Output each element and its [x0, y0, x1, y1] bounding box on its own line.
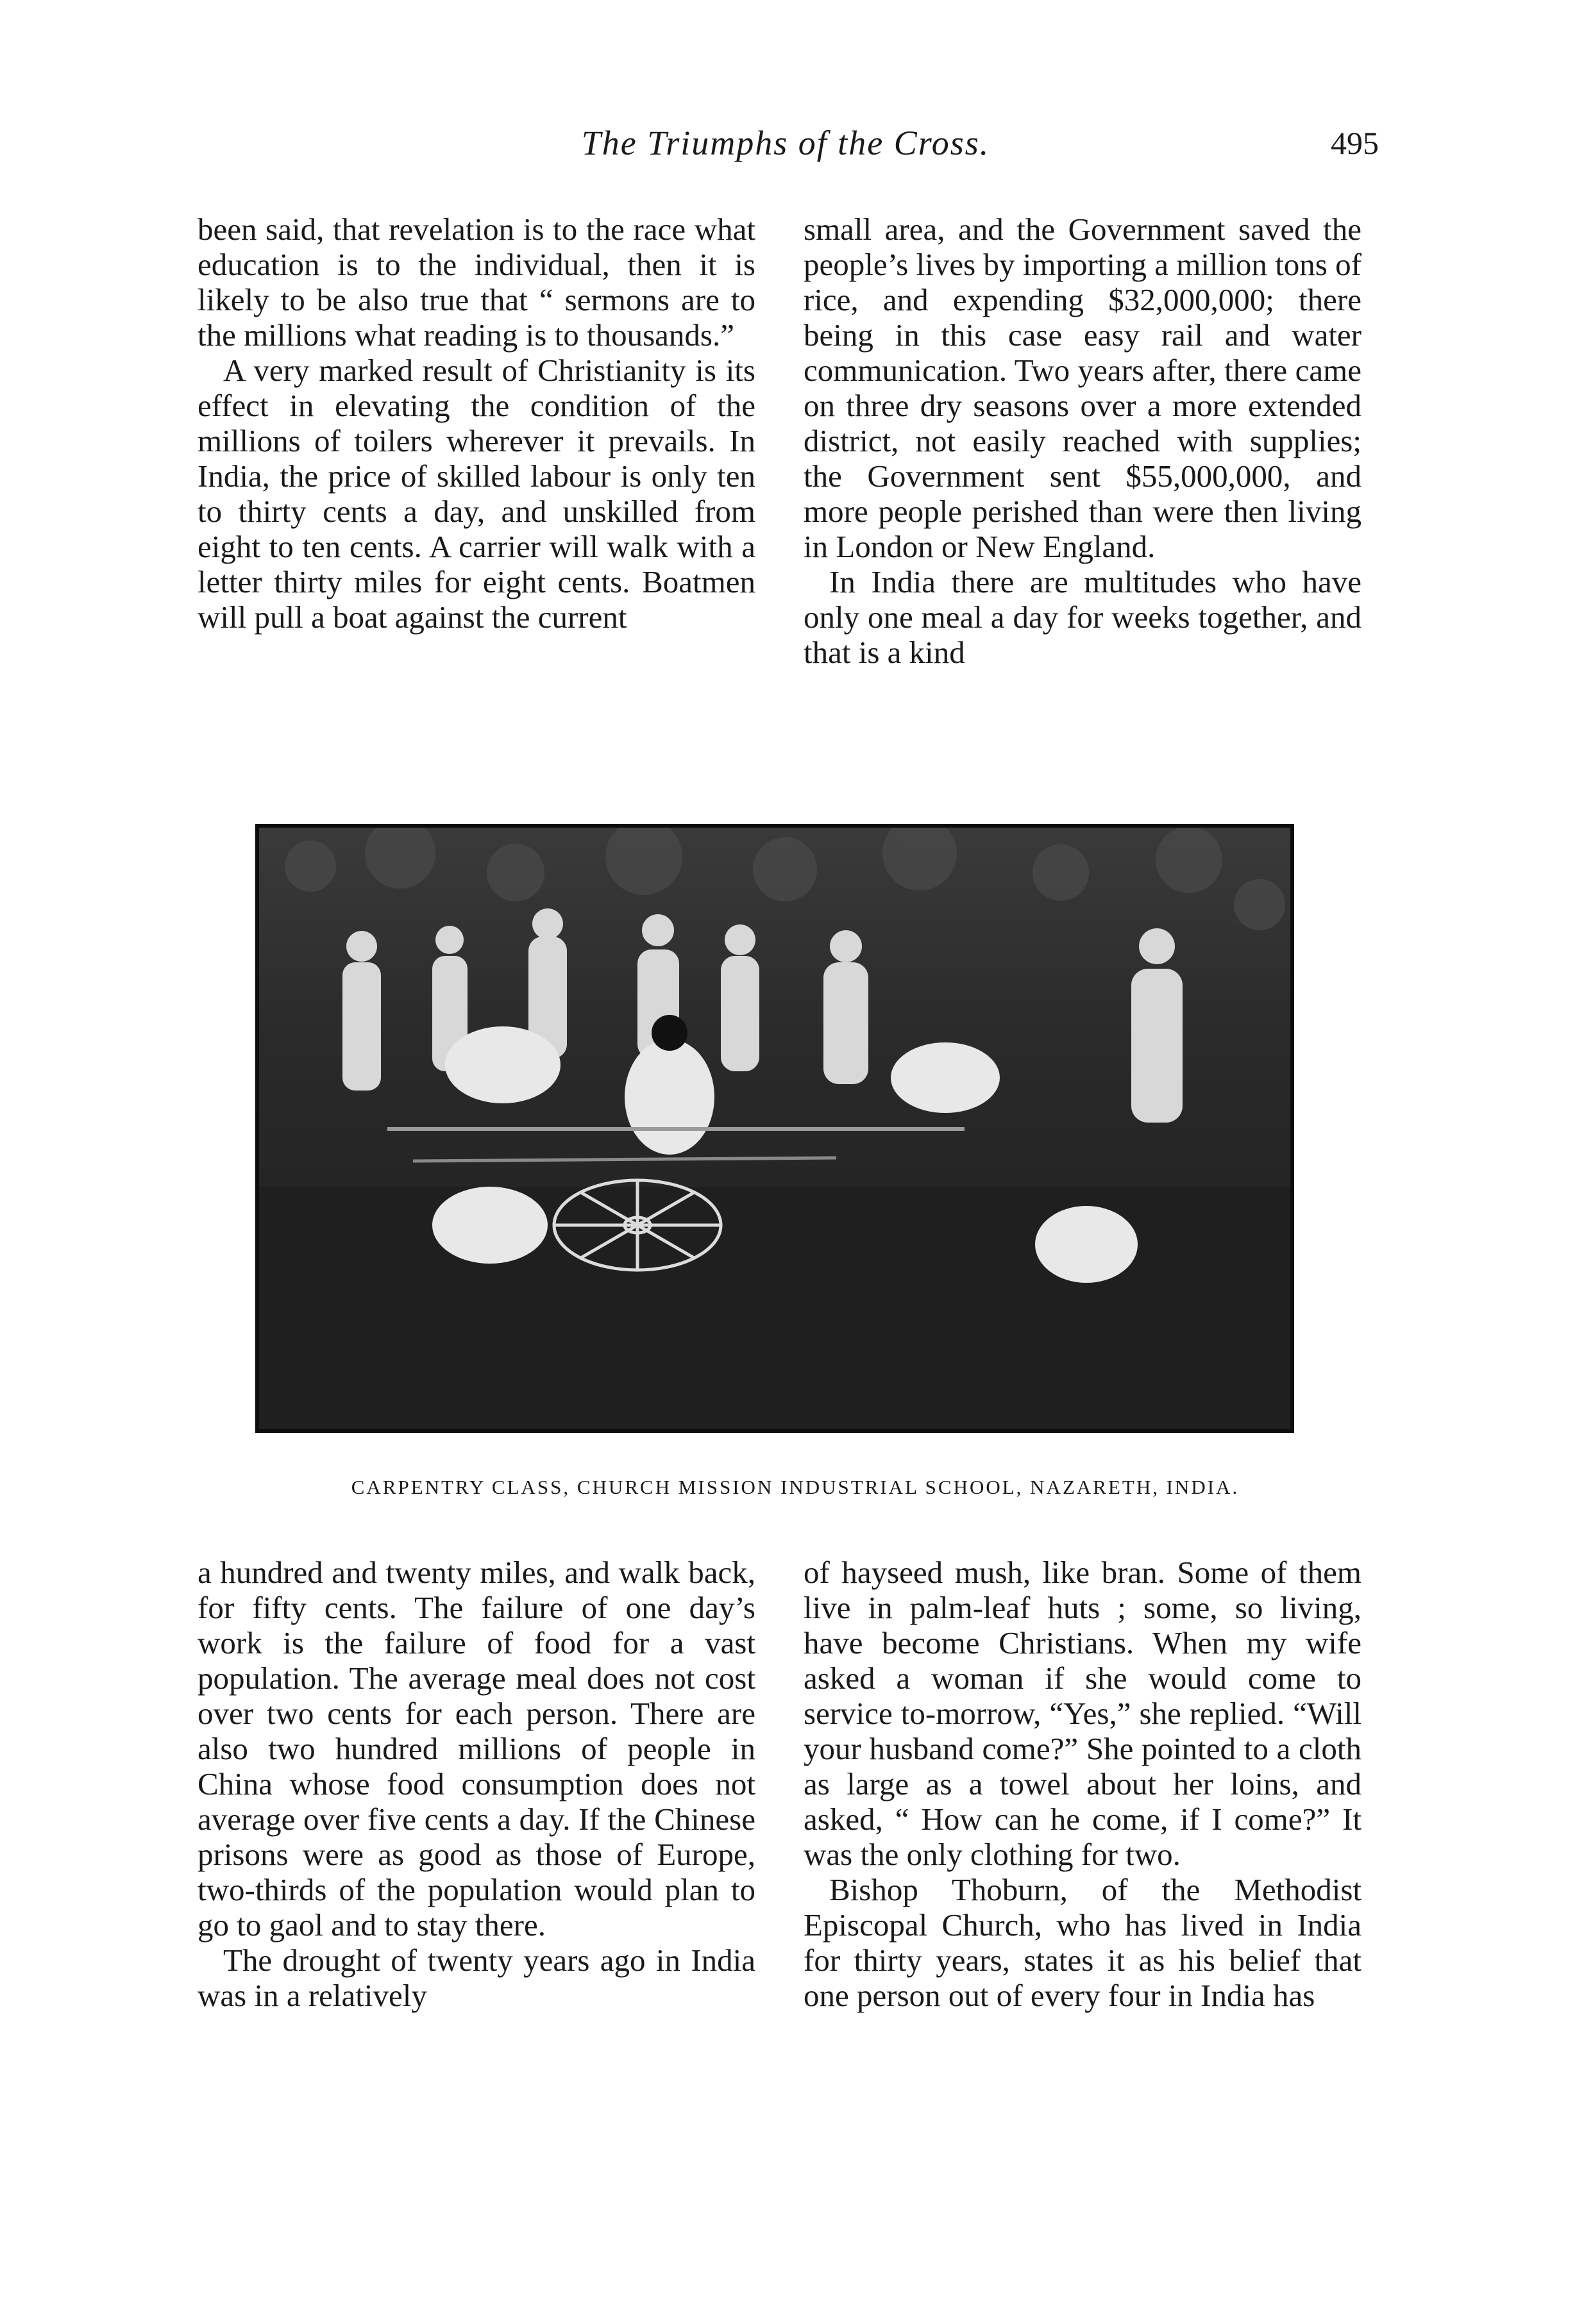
- paragraph: of hayseed mush, like bran. Some of them live in palm-leaf huts ; some, so living, have become Christians. When my wife asked a woman if she would come to service to-morrow, “Yes,” she replied. “Will your husband come?” She pointed to a cloth as large as a towel about her loins, and asked, “ How can he come, if I come?” It was the only clothing for two.: [804, 1555, 1361, 1872]
- page-number: 495: [1331, 125, 1379, 161]
- paragraph: a hundred and twenty miles, and walk back, for fifty cents. The failure of one day’s work is the failure of food for a vast population. The average meal does not cost over two cents for each person. There are also two hundred millions of people in China whose food consumption does not average over five cents a day. If the Chinese prisons were as good as those of Europe, two-thirds of the population would plan to go to gaol and to stay there.: [198, 1555, 755, 1943]
- column-bottom-left: [198, 1555, 755, 2013]
- column-top-right: [804, 212, 1361, 670]
- figure-caption: CARPENTRY CLASS, CHURCH MISSION INDUSTRIAL SCHOOL, NAZARETH, INDIA.: [351, 1476, 1240, 1498]
- paragraph: A very marked result of Christianity is its effect in elevating the condition of the millions of toilers wherever it prevails. In India, the price of skilled labour is only ten to thirty cents a day, and unskilled from eight to ten cents. A carrier will walk with a letter thirty miles for eight cents. Boatmen will pull a boat against the current: [198, 353, 755, 635]
- column-top-left: [198, 212, 755, 635]
- paragraph: The drought of twenty years ago in India was in a relatively: [198, 1943, 755, 2013]
- running-head: [192, 121, 1379, 165]
- paragraph: been said, that revelation is to the race what education is to the individual, then it is likely to be also true that “ sermons are to the millions what reading is to thousands.”: [198, 212, 755, 353]
- paragraph: In India there are multitudes who have only one meal a day for weeks together, and that is a kind: [804, 564, 1361, 670]
- paragraph: Bishop Thoburn, of the Methodist Episcopal Church, who has lived in India for thirty years, states it as his belief that one person out of every four in India has: [804, 1872, 1361, 2013]
- column-bottom-right: [804, 1555, 1361, 2013]
- running-title: The Triumphs of the Cross.: [581, 124, 990, 162]
- paragraph: small area, and the Government saved the people’s lives by importing a million tons of rice, and expending $32,000,000; there being in this case easy rail and water communication. Two years after, there came on three dry seasons over a more extended district, not easily reached with supplies; the Government sent $55,000,000, and more people perished than were then living in London or New England.: [804, 212, 1361, 564]
- photograph-carpentry-class: [255, 824, 1294, 1433]
